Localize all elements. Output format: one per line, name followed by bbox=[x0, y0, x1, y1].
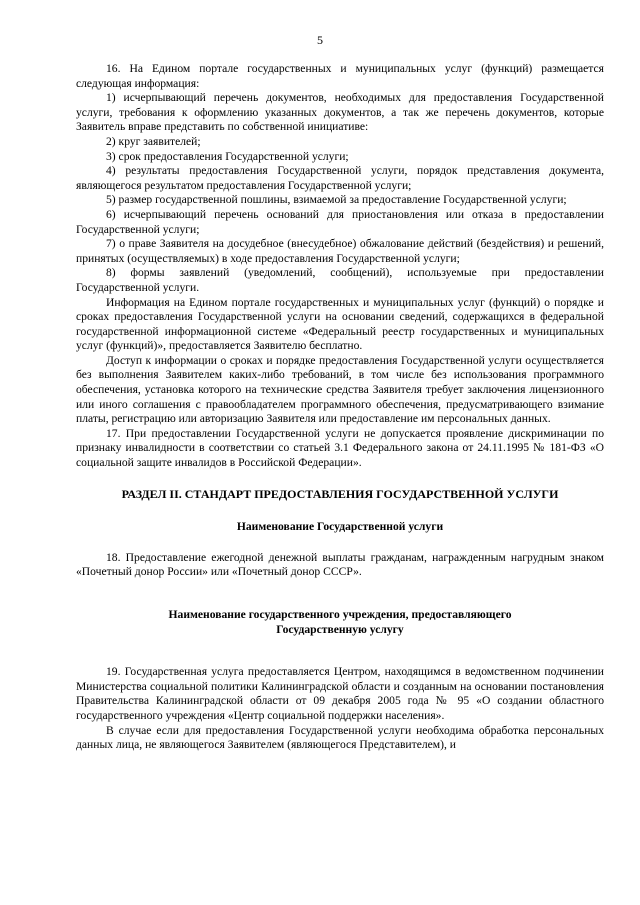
list-item-3: 3) срок предоставления Государственной услуги; bbox=[106, 149, 349, 163]
paragraph-17: 17. При предоставлении Государственной услуги не допускается проявление дискриминации по признаку инвалидности в соответствии со статьей 3.1 Федерального закона от 24.11.1995 № 181-ФЗ «О социальной защите инвалидов в Российской Федерации». bbox=[76, 426, 604, 470]
paragraph-access-info: Доступ к информации о сроках и порядке предоставления Государственной услуги осуществляется без выполнения Заявителем каких-либо требований, в том числе без использования программного обеспечения, установка которого на технические средства Заявителя требует заключения лицензионного или иного соглашения с правообладателем программного обеспечения, предусматривающего взимание платы, регистрацию или авторизацию Заявителя или предоставление им персональных данных. bbox=[76, 353, 604, 426]
heading-institution-line1: Наименование государственного учреждения, предоставляющего bbox=[168, 608, 512, 621]
list-item-7: 7) о праве Заявителя на досудебное (внесудебное) обжалование действий (бездействия) и решений, принятых (осуществляемых) в ходе предоставления Государственной услуги; bbox=[76, 237, 604, 265]
paragraph-portal-info: Информация на Едином портале государственных и муниципальных услуг (функций) о порядке и сроках предоставления Государственной услуги на основании сведений, содержащихся в федеральной государственной информационной системе «Федеральный реестр государственных и муниципальных услуг (функций)», предоставляется Заявителю бесплатно. bbox=[76, 295, 604, 353]
heading-service-name: Наименование Государственной услуги bbox=[236, 520, 444, 534]
heading-institution-line2: Государственную услугу bbox=[276, 622, 404, 636]
section-title: РАЗДЕЛ II. СТАНДАРТ ПРЕДОСТАВЛЕНИЯ ГОСУДАРСТВЕННОЙ УСЛУГИ bbox=[121, 486, 559, 501]
list-item-4: 4) результаты предоставления Государственной услуги, порядок представления документа, являющегося результатом предоставления Государственной услуги; bbox=[76, 164, 604, 192]
paragraph-19: 19. Государственная услуга предоставляется Центром, находящимся в ведомственном подчинении Министерства социальной политики Калининградской области и созданным на основании постановления Правительства Калининградской области от 09 декабря 2005 года № 95 «О создании областного государственного учреждения «Центр социальной поддержки населения». bbox=[76, 665, 604, 722]
list-item-5: 5) размер государственной пошлины, взимаемой за предоставление Государственной услуги; bbox=[106, 193, 567, 207]
list-item-2: 2) круг заявителей; bbox=[106, 134, 201, 148]
page-number: 5 bbox=[317, 33, 323, 47]
paragraph-16-intro: 16. На Едином портале государственных и муниципальных услуг (функций) размещается следующая информация: bbox=[76, 62, 604, 90]
paragraph-18: 18. Предоставление ежегодной денежной выплаты гражданам, награжденным нагрудным знаком «Почетный донор России» или «Почетный донор СССР». bbox=[76, 550, 604, 579]
list-item-1: 1) исчерпывающий перечень документов, необходимых для предоставления Государственной услуги, требования к оформлению указанных документов, а так же перечень документов, которые Заявитель вправе представить по собственной инициативе: bbox=[76, 91, 604, 134]
heading-institution bbox=[76, 608, 604, 637]
page-content bbox=[76, 62, 604, 753]
list-item-6: 6) исчерпывающий перечень оснований для приостановления или отказа в предоставлении Государственной услуги; bbox=[76, 207, 604, 236]
list-item-8: 8) формы заявлений (уведомлений, сообщений), используемые при предоставлении Государственной услуги. bbox=[76, 266, 604, 294]
paragraph-19-continued: В случае если для предоставления Государственной услуги необходима обработка персональных данных лица, не являющегося Заявителем (являющегося Представителем), и bbox=[76, 723, 604, 752]
